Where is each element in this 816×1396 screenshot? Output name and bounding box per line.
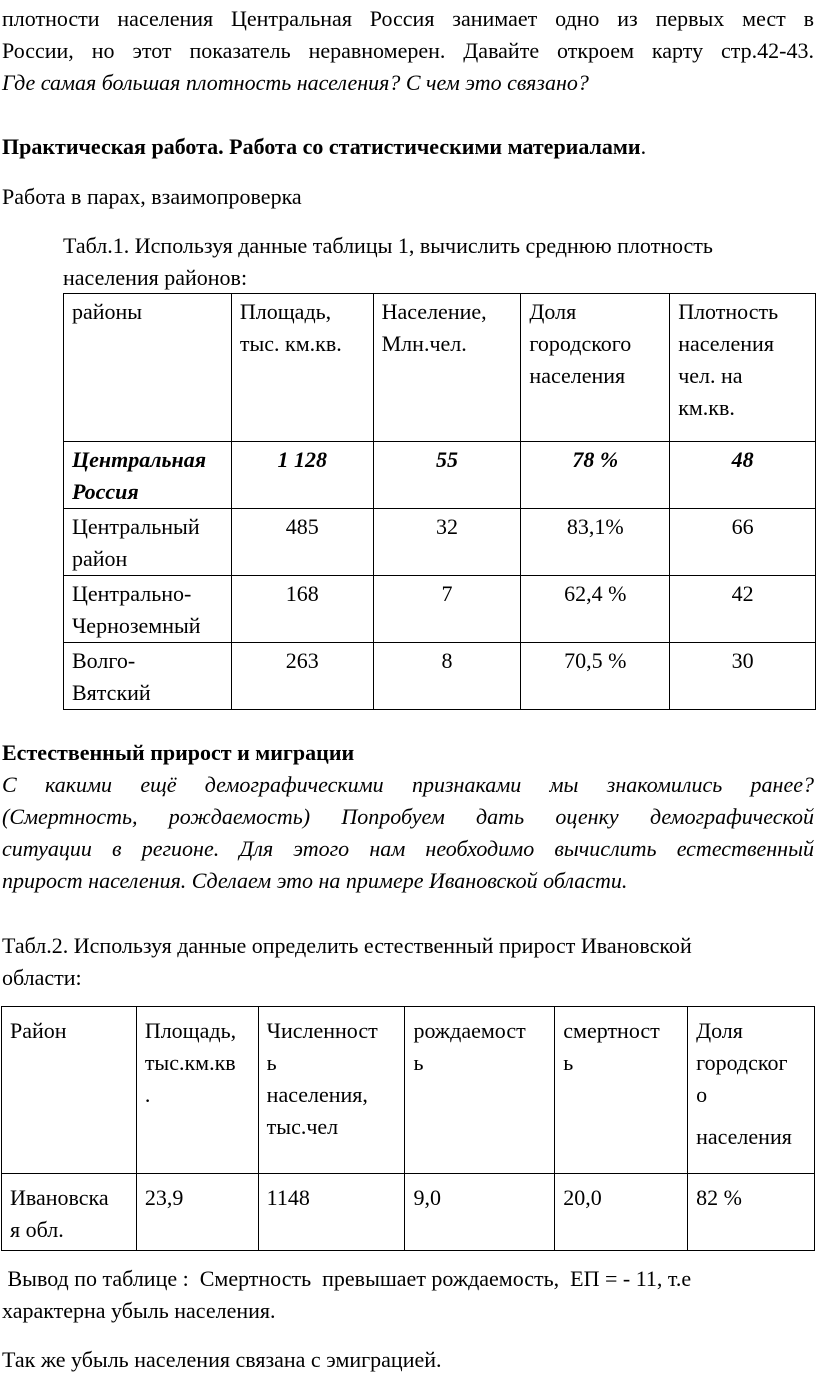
table1-density-cell: 66 bbox=[670, 509, 816, 576]
table1-density-cell: 30 bbox=[670, 643, 816, 710]
table-row bbox=[2, 1174, 815, 1251]
table2-header-cell: Площадь, тыс.км.кв . bbox=[136, 1007, 258, 1174]
table2-region-name: Ивановска я обл. bbox=[2, 1174, 137, 1251]
table1-urban-cell: 78 % bbox=[521, 442, 670, 509]
table1-header-cell: районы bbox=[64, 294, 232, 442]
table1-header-cell: Население, Млн.чел. bbox=[373, 294, 521, 442]
table2-death-cell: 20,0 bbox=[555, 1174, 688, 1251]
table1-header-cell: Плотность населения чел. на км.кв. bbox=[670, 294, 816, 442]
practical-title bbox=[2, 131, 814, 163]
table1 bbox=[63, 293, 816, 710]
table1-density-cell: 48 bbox=[670, 442, 816, 509]
table2-caption-line-1: Табл.2. Используя данные определить естественный прирост Ивановской bbox=[2, 933, 692, 958]
natural-title: Естественный прирост и миграции bbox=[2, 740, 355, 765]
table1-urban-cell: 83,1% bbox=[521, 509, 670, 576]
natural-line-2: (Смертность, рождаемость) Попробуем дать оценку демографической bbox=[2, 804, 814, 829]
table2-caption-line-2: области: bbox=[2, 965, 82, 990]
table1-region-name: Волго- Вятский bbox=[64, 643, 232, 710]
natural-line-3: ситуации в регионе. Для этого нам необходимо вычислить естественный bbox=[2, 836, 814, 861]
table1-header-cell: Доля городского населения bbox=[521, 294, 670, 442]
table-row bbox=[64, 509, 816, 576]
table2-header-cell: Район bbox=[2, 1007, 137, 1174]
table1-density-cell: 42 bbox=[670, 576, 816, 643]
natural-line-4: прирост населения. Сделаем это на примере Ивановской области. bbox=[2, 868, 628, 893]
practical-title-period: . bbox=[640, 134, 647, 159]
table2-header-cell: рождаемост ь bbox=[405, 1007, 555, 1174]
table1-region-name: Центральный район bbox=[64, 509, 232, 576]
intro-question: Где самая большая плотность населения? С чем это связано? bbox=[2, 70, 589, 95]
table2-header-cell: Численност ь населения, тыс.чел bbox=[258, 1007, 405, 1174]
table1-population-cell: 7 bbox=[373, 576, 521, 643]
table2-header-cell: Доля городског о населения bbox=[688, 1007, 815, 1174]
practical-title-text: Практическая работа. Работа со статистическими материалами bbox=[2, 134, 641, 159]
table1-population-cell: 8 bbox=[373, 643, 521, 710]
table1-area-cell: 485 bbox=[231, 509, 373, 576]
table1-population-cell: 32 bbox=[373, 509, 521, 576]
intro-line-2: России, но этот показатель неравномерен. Давайте откроем карту стр.42-43. bbox=[2, 38, 814, 63]
conclusion-line-2: характерна убыль населения. bbox=[2, 1298, 276, 1323]
emigration-note: Так же убыль населения связана с эмиграцией. bbox=[2, 1347, 442, 1372]
table2-area-cell: 23,9 bbox=[136, 1174, 258, 1251]
table1-caption-line-1: Табл.1. Используя данные таблицы 1, вычислить среднюю плотность bbox=[63, 233, 713, 258]
table1-urban-cell: 70,5 % bbox=[521, 643, 670, 710]
practical-mode: Работа в парах, взаимопроверка bbox=[2, 184, 302, 209]
table1-area-cell: 263 bbox=[231, 643, 373, 710]
table1-region-name: Центрально- Черноземный bbox=[64, 576, 232, 643]
table-row bbox=[64, 643, 816, 710]
table1-urban-cell: 62,4 % bbox=[521, 576, 670, 643]
table-row bbox=[64, 576, 816, 643]
table1-population-cell: 55 bbox=[373, 442, 521, 509]
table1-area-cell: 1 128 bbox=[231, 442, 373, 509]
table2-header-row bbox=[2, 1007, 815, 1174]
table2-population-cell: 1148 bbox=[258, 1174, 405, 1251]
intro-line-1: плотности населения Центральная Россия занимает одно из первых мест в bbox=[2, 6, 814, 31]
table1-header-cell: Площадь, тыс. км.кв. bbox=[231, 294, 373, 442]
table2-urban-cell: 82 % bbox=[688, 1174, 815, 1251]
table2-header-cell: смертност ь bbox=[555, 1007, 688, 1174]
table1-caption-line-2: населения районов: bbox=[63, 265, 248, 290]
table2 bbox=[1, 1006, 815, 1251]
table1-region-name: Центральная Россия bbox=[64, 442, 232, 509]
conclusion-line-1: Вывод по таблице : Смертность превышает рождаемость, ЕП = - 11, т.е bbox=[2, 1266, 692, 1291]
table2-birth-cell: 9,0 bbox=[405, 1174, 555, 1251]
table1-header-row bbox=[64, 294, 816, 442]
table-row bbox=[64, 442, 816, 509]
table1-area-cell: 168 bbox=[231, 576, 373, 643]
natural-line-1: С какими ещё демографическими признаками мы знакомились ранее? bbox=[2, 772, 814, 797]
